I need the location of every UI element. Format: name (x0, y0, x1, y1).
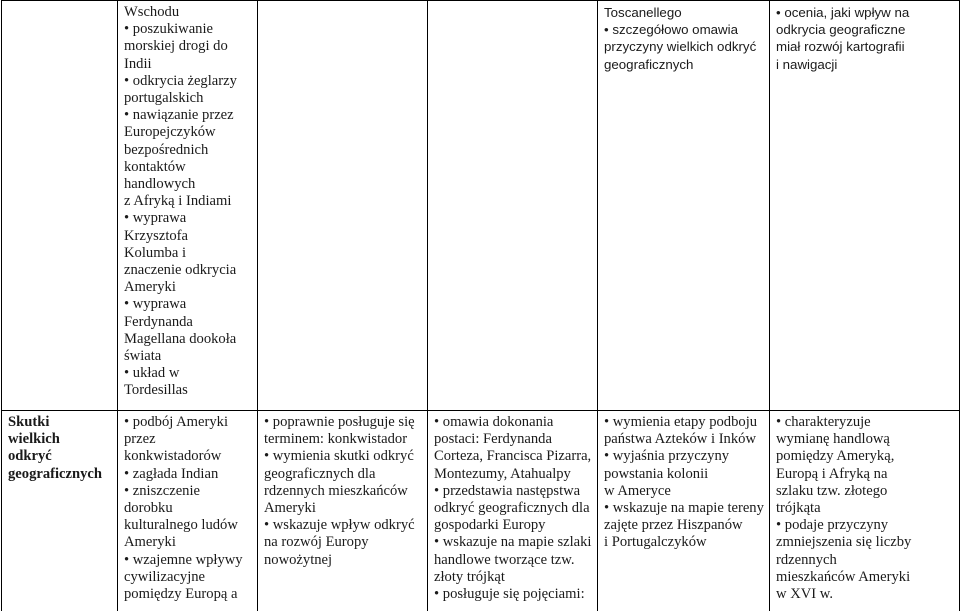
table-row (2, 1, 960, 411)
text-line: świata (124, 348, 162, 365)
text-line: przyczyny wielkich odkryć (604, 39, 757, 55)
text-line: rdzennych mieszkańców (264, 482, 408, 499)
bullet-item: • poprawnie posługuje się (264, 414, 423, 431)
topic-cell (2, 411, 118, 611)
requirement-cell (428, 1, 598, 411)
text-line: cywilizacyjne (124, 568, 206, 585)
text-line: geograficznych dla (264, 465, 376, 482)
requirement-cell (258, 1, 428, 411)
text-line: Ameryki (124, 534, 176, 551)
text-line: portugalskich (124, 90, 204, 107)
text-line: odkrycia geograficzne (776, 22, 906, 38)
text-line: Europejczyków (124, 124, 216, 141)
text-line: w XVI w. (776, 586, 834, 603)
bullet-item: • wzajemne wpływy (124, 552, 253, 569)
requirement-cell (118, 411, 258, 611)
bullet-item: • posługuje się pojęciami: (434, 586, 593, 603)
bullet-item: • podaje przyczyny (776, 517, 955, 534)
text-line: Montezumy, Atahualpy (434, 465, 571, 482)
text-line: Magellana dookoła (124, 330, 237, 347)
text-line: nowożytnej (264, 551, 333, 568)
curriculum-table (1, 0, 960, 611)
bullet-item: • wymienia etapy podboju (604, 414, 765, 431)
requirement-cell (428, 411, 598, 611)
requirement-cell (598, 1, 770, 411)
text-line: Indii (124, 55, 152, 72)
text-line: kulturalnego ludów (124, 517, 238, 534)
bullet-item: • wyprawa (124, 210, 253, 227)
text-line: w Ameryce (604, 482, 671, 499)
text-line: kontaktów (124, 158, 186, 175)
text-line: i Portugalczyków (604, 534, 707, 551)
text-line: miał rozwój kartografii (776, 39, 905, 55)
text-line: zajęte przez Hiszpanów (604, 517, 743, 534)
bullet-item: • wyprawa (124, 296, 253, 313)
text-line: pomiędzy Ameryką, (776, 448, 895, 465)
bullet-item: • układ w (124, 365, 253, 382)
bullet-item: • wskazuje wpływ odkryć (264, 517, 423, 534)
bullet-item: • nawiązanie przez (124, 107, 253, 124)
text-line: Toscanellego (604, 5, 682, 20)
text-line: z Afryką i Indiami (124, 193, 232, 210)
bullet-item: • charakteryzuje (776, 414, 955, 431)
text-line: Ameryki (264, 500, 316, 517)
text-line: Tordesillas (124, 382, 188, 399)
bullet-item: • poszukiwanie (124, 21, 253, 38)
bullet-item: • odkrycia żeglarzy (124, 73, 253, 90)
text-line: Krzysztofa (124, 227, 189, 244)
topic-line: odkryć (8, 448, 52, 465)
bullet-item: • zniszczenie (124, 483, 253, 500)
topic-line: geograficznych (8, 465, 103, 482)
bullet-item: • omawia dokonania (434, 414, 593, 431)
text-line: mieszkańców Ameryki (776, 568, 911, 585)
bullet-item: • podbój Ameryki (124, 414, 253, 431)
text-line: handlowe tworzące tzw. (434, 551, 575, 568)
text-line: Kolumba i (124, 244, 187, 261)
text-line: zmniejszenia się liczby (776, 534, 912, 551)
bullet-item: • wymienia skutki odkryć (264, 448, 423, 465)
text-line: Ferdynanda (124, 313, 193, 330)
text-line: i nawigacji (776, 56, 838, 72)
text-line: złoty trójkąt (434, 568, 505, 585)
text-line: rdzennych (776, 551, 837, 568)
text-line: handlowych (124, 176, 196, 193)
requirement-cell (770, 1, 960, 411)
topic-line: Skutki (8, 414, 50, 430)
bullet-item: • wskazuje na mapie tereny (604, 500, 765, 517)
topic-cell (2, 1, 118, 411)
bullet-item: • zagłada Indian (124, 466, 253, 483)
bullet-item: • szczegółowo omawia (604, 21, 765, 38)
text-line: morskiej drogi do (124, 38, 228, 55)
text-line: państwa Azteków i Inków (604, 431, 756, 448)
table-row (2, 411, 960, 611)
requirement-cell (598, 411, 770, 611)
text-line: wymianę handlową (776, 431, 890, 448)
text-line: znaczenie odkrycia (124, 262, 237, 279)
text-line: dorobku (124, 500, 173, 517)
text-line: bezpośrednich (124, 141, 209, 158)
bullet-item: • wyjaśnia przyczyny (604, 448, 765, 465)
text-line: szlaku tzw. złotego (776, 482, 888, 499)
text-line: konkwistadorów (124, 448, 222, 465)
text-line: Corteza, Francisca Pizarra, (434, 448, 592, 465)
text-line: na rozwój Europy (264, 534, 369, 551)
requirement-cell (770, 411, 960, 611)
text-line: Wschodu (124, 4, 180, 20)
text-line: powstania kolonii (604, 465, 709, 482)
bullet-item: • przedstawia następstwa (434, 483, 593, 500)
text-line: gospodarki Europy (434, 517, 546, 534)
text-line: terminem: konkwistador (264, 431, 408, 448)
table-body (2, 1, 960, 611)
text-line: pomiędzy Europą a (124, 586, 238, 603)
bullet-item: • wskazuje na mapie szlaki (434, 534, 593, 551)
text-line: Ameryki (124, 279, 176, 296)
requirement-cell (258, 411, 428, 611)
topic-line: wielkich (8, 431, 60, 448)
bullet-item: • ocenia, jaki wpływ na (776, 4, 955, 21)
text-line: Europą i Afryką na (776, 465, 888, 482)
text-line: trójkąta (776, 500, 821, 517)
text-line: postaci: Ferdynanda (434, 431, 552, 448)
text-line: odkryć geograficznych dla (434, 500, 590, 517)
text-line: geograficznych (604, 56, 694, 72)
text-line: przez (124, 431, 156, 448)
requirement-cell (118, 1, 258, 411)
